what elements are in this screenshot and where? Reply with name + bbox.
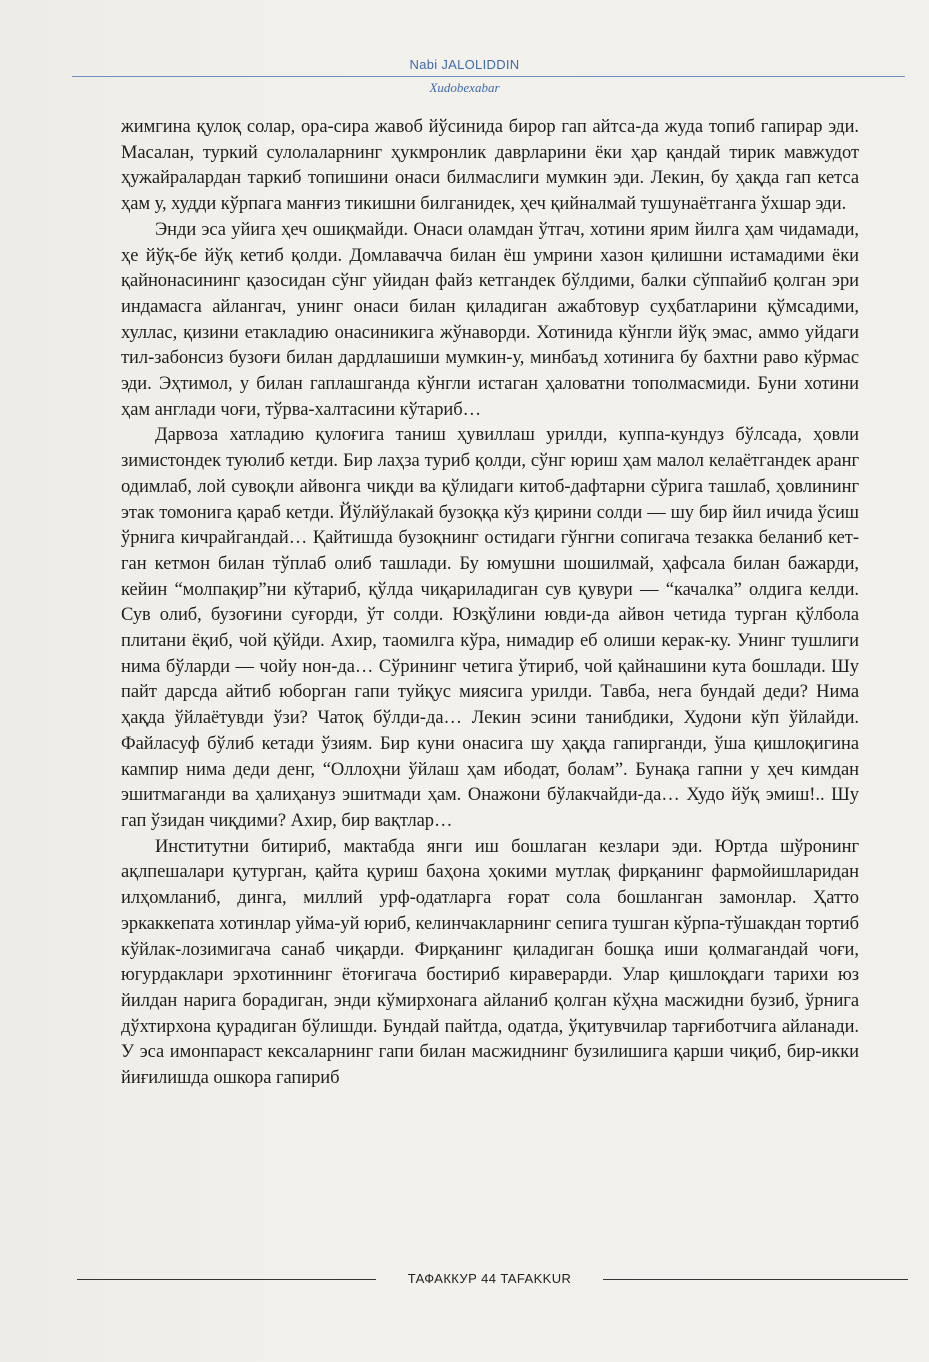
paragraph: жимгина қулоқ солар, ора-сира жавоб йўсинида бирор гап айтса-да жуда топиб гапирар эди. Масалан, туркий сулолаларнинг ҳукмронлик даврларини ёки ҳар қандай тирик мавжудот ҳужайралардан таркиб топишини онаси билмаслиги мумкин эди. Лекин, бу ҳақда гап кетса ҳам у, худди кўрпага манғиз тикишни билганидек, ҳеч қийналмай тушунаётганга ўхшар эди. bbox=[121, 117, 859, 215]
header-divider bbox=[72, 76, 905, 77]
paragraph: Институтни битириб, мактабда янги иш бошлаган кезлари эди. Юртда шўронинг ақлпешалари қутурган, қайта қуриш баҳона ҳокими мутлақ фирқанинг фармойишларидан илҳомланиб, динга, миллий урф-одатларга ғорат сола бошланган замонлар. Ҳатто эркаккепата хотинлар уйма-уй юриб, келинчакларнинг сепига тушган кўрпа-тўшакдан тортиб кўйлак-лозимигача санаб чиқарди. Фирқанинг қиладиган бошқа иши қолмагандай чоғи, югурдаклари эрхотиннинг ётоғигача бостириб кираверарди. Улар қишлоқдаги тарихи юз йилдан нарига борадиган, энди кўмирхонага айланиб қолган кўҳна масжидни бузиб, ўрнига дўхтирхона қурадиган бўлишди. Бундай пайтда, одатда, ўқитувчилар тарғиботчига айланади. У эса имонпараст кексаларнинг гапи билан масжиднинг бузилишига қарши чиқиб, бир-икки йиғилишда ошкора гапириб bbox=[121, 836, 859, 1089]
footer-divider-right bbox=[603, 1279, 908, 1280]
footer-label: ТАФАККУР 44 TAFAKKUR bbox=[407, 1271, 572, 1286]
paragraph: Энди эса уйига ҳеч ошиқмайди. Онаси оламдан ўтгач, хотини ярим йилга ҳам чидамади, ҳе йўқ-бе йўқ кетиб қолди. Домлавачча билан ёш умрини хазон қилишни истамадими ёки қайнонасининг қазосидан сўнг уйидан файз кетгандек бўлдими, балки сўппайиб қолган эри индамасга айлангач, унинг онаси билан қиладиган ажабтовур суҳбатларини қўмсадими, хуллас, қизини етакладию онасиникига жўнаворди. Хотинида кўнгли йўқ эмас, аммо уйдаги тил-забонсиз бузоғи билан дардлашиши мумкин-у, минбаъд хотинига бу бахтни раво кўрмас эди. Эҳтимол, у билан гаплашганда кўнгли истаган ҳаловатни тополмасмиди. Буни хотини ҳам англади чоғи, тўрва-халтасини кўтариб… bbox=[121, 219, 859, 420]
author-name: Nabi JALOLIDDIN bbox=[409, 57, 520, 72]
paragraph: Дарвоза хатладию қулоғига таниш ҳувиллаш урилди, куппа-кундуз бўлсада, ҳовли зимистондек туюлиб кетди. Бир лаҳза туриб қолди, сўнг юриш ҳам малол келаётгандек аранг одимлаб, лой сувоқли айвонга чиқди ва қўлидаги китоб-дафтарни сўрига ташлаб, ҳовлининг этак томонига қараб кетди. Йўлйўлакай бузоққа кўз қирини солди — шу бир йил ичида ўсиш ўрнига кичрайгандай… Қайтишда бузоқнинг остидаги гўнгни сопигача тезакка беланиб кетган кетмон билан тўплаб олиб ташлади. Бу юмушни шошилмай, ҳафсала билан бажарди, кейин “молпақир”ни кўтариб, қўлда чиқариладиган сув қувури — “качалка” олдига келди. Сув олиб, бузоғини суғорди, ўт солди. Юзқўлини ювди-да айвон четида турган қўлбола плитани ёқиб, чой қўйди. Ахир, таомилга кўра, нимадир еб олиши керак-ку. Унинг тушлиги нима бўларди — чойу нон-да… Сўрининг четига ўтириб, чой қайнашини кута бошлади. Шу пайт дарсда айтиб юборган гапи туйқус миясига урилди. Тавба, нега бундай деди? Нима ҳақда ўйлаётувди ўзи? Чатоқ бўлди-да… Лекин эсини танибдики, Худони кўп ўйлайди. Файласуф бўлиб кетади ўзиям. Бир куни онасига шу ҳақда гапирганди, ўша қишлоқигина кампир нима деди денг, “Оллоҳни ўйлаш ҳам ибодат, болам”. Бунақа гапни у ҳеч кимдан эшитмаганди ва ҳалиҳануз эшитмади ҳам. Онажони бўлакчайди-да… Худо йўқ эмиш!.. Шу гап ўзидан чиқдими? Ахир, бир вақтлар… bbox=[121, 425, 859, 831]
footer-divider-left bbox=[77, 1279, 376, 1280]
page-footer bbox=[0, 1269, 929, 1289]
story-title: Xudobexabar bbox=[429, 80, 500, 95]
running-header bbox=[0, 56, 929, 73]
article-body bbox=[121, 115, 859, 1092]
